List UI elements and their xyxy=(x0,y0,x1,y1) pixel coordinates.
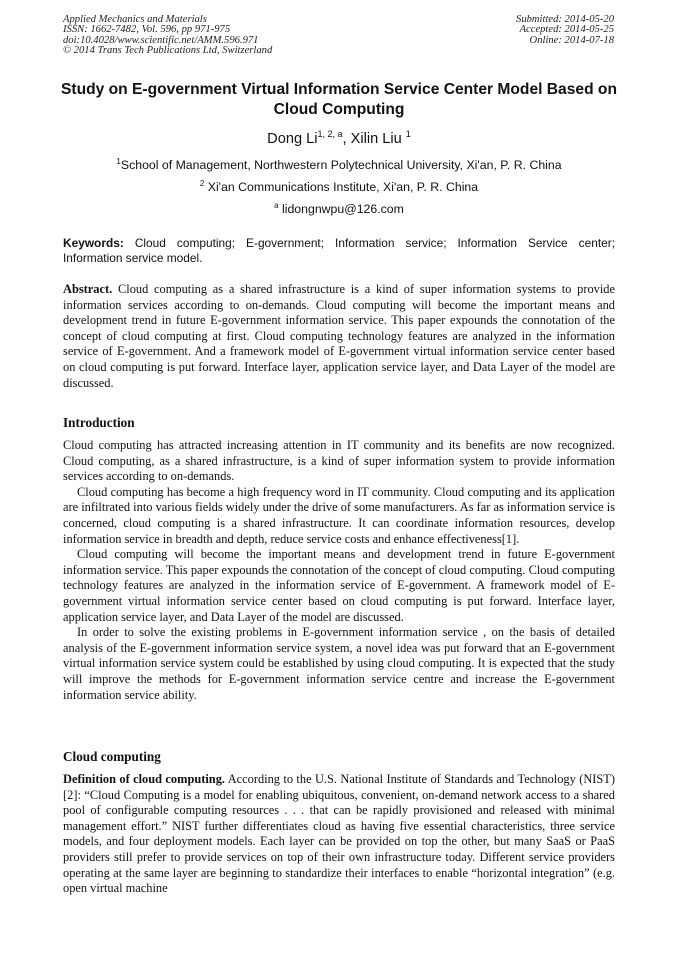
affiliation xyxy=(0,157,678,172)
issn-line: ISSN: 1662-7482, Vol. 596, pp 971-975 xyxy=(63,24,231,36)
journal-name: Applied Mechanics and Materials xyxy=(63,14,207,25)
keywords-label: Keywords: xyxy=(63,236,124,250)
affiliation-text: School of Management, Northwestern Polytechnical University, Xi'an, P. R. China xyxy=(120,158,562,172)
journal-info xyxy=(63,15,272,57)
definition-label: Definition of cloud computing. xyxy=(63,772,225,786)
keywords xyxy=(63,236,615,267)
abstract xyxy=(63,282,615,391)
paragraph: Cloud computing has become a high frequency word in IT community. Cloud computing and its application are infiltrated into various fields widely under the drive of some manufacturers. As far as information service is concerned, cloud computing is a shared infrastructure. It can coordinate information resources, develop information service in breadth and depth, reduce service costs and enhance effectiveness[1]. xyxy=(63,484,615,546)
doi-line: doi:10.4028/www.scientific.net/AMM.596.971 xyxy=(63,34,259,46)
contact-email xyxy=(0,201,678,216)
author-line xyxy=(0,129,678,147)
affiliation-text: Xi'an Communications Institute, Xi'an, P. R. China xyxy=(207,180,479,194)
affiliation-mark: a xyxy=(274,201,279,210)
section-heading-introduction: Introduction xyxy=(63,415,135,430)
publication-dates xyxy=(516,15,614,46)
keywords-text: Cloud computing; E-government; Information service; Information Service center; Information service model. xyxy=(63,236,615,266)
abstract-text: Cloud computing as a shared infrastructure is a kind of super information systems to provide information services according to on-demands. Cloud computing will become the important means and development trend in future E-government information service. This paper expounds the connotation of the concept of cloud computing at first. Cloud computing technology features are analyzed in the information service of E-government. And a framework model of E-government virtual information service center based on cloud computing is put forward. Interface layer, application service layer, and Data Layer of the model are discussed. xyxy=(63,282,615,390)
submitted-date: Submitted: 2014-05-20 xyxy=(516,14,614,25)
paper-title: Study on E-government Virtual Information Service Center Model Based on Cloud Computing xyxy=(61,81,617,118)
paragraph: Cloud computing will become the important means and development trend in future E-government information service. This paper expounds the connotation of the concept of cloud computing. Cloud computing technology features are analyzed in the information service of E-government. A framework model of E-government virtual information service center based on cloud computing is put forward. Interface layer, application service layer, and Data Layer of the model are discussed. xyxy=(63,547,615,624)
author-affiliation-mark: 1 xyxy=(405,129,411,139)
author-separator: , xyxy=(342,131,351,147)
author-affiliation-mark: 1, 2, a xyxy=(317,129,343,139)
introduction-body xyxy=(63,438,615,703)
email-text: lidongnwpu@126.com xyxy=(282,202,404,216)
online-date: Online: 2014-07-18 xyxy=(529,34,614,46)
section-heading-cloud-computing: Cloud computing xyxy=(63,749,161,764)
affiliation xyxy=(0,179,678,194)
paragraph: In order to solve the existing problems in E-government information service , on the basis of detailed analysis of the E-government information service system, a novel idea was put forward that an E-government virtual information service system could be established by using cloud computing. It is expected that the study will improve the methods for E-government information service centre and increase the E-government information service ability. xyxy=(63,625,615,702)
cloud-computing-body xyxy=(63,772,615,897)
definition-text: According to the U.S. National Institute of Standards and Technology (NIST) [2]: “Cloud Computing is a model for enabling ubiquitous, convenient, on-demand network access to a shared pool of configurable computing resources . . . that can be rapidly provisioned and released with minimal management effort.” NIST further differentiates cloud as having five essential characteristics, three service models, and four deployment models. Each layer can be provided on top the other, but many SaaS or PaaS providers still prefer to provide services on top of their own infrastructure today. Different service providers operating at the same layer are beginning to standardize their interfaces to enable “horizontal integration” (e.g. open virtual machine xyxy=(63,772,615,896)
affiliation-mark: 2 xyxy=(199,179,205,188)
author-name: Xilin Liu xyxy=(350,131,402,147)
accepted-date: Accepted: 2014-05-25 xyxy=(519,24,614,36)
author-name: Dong Li xyxy=(267,131,318,147)
paragraph: Cloud computing has attracted increasing attention in IT community and its benefits are now recognized. Cloud computing, as a shared infrastructure, is a kind of super information system to provide information services according to on-demands. xyxy=(63,438,615,484)
abstract-label: Abstract. xyxy=(63,282,113,296)
affiliation-mark: 1 xyxy=(116,157,121,166)
copyright-line: © 2014 Trans Tech Publications Ltd, Switzerland xyxy=(63,45,273,57)
